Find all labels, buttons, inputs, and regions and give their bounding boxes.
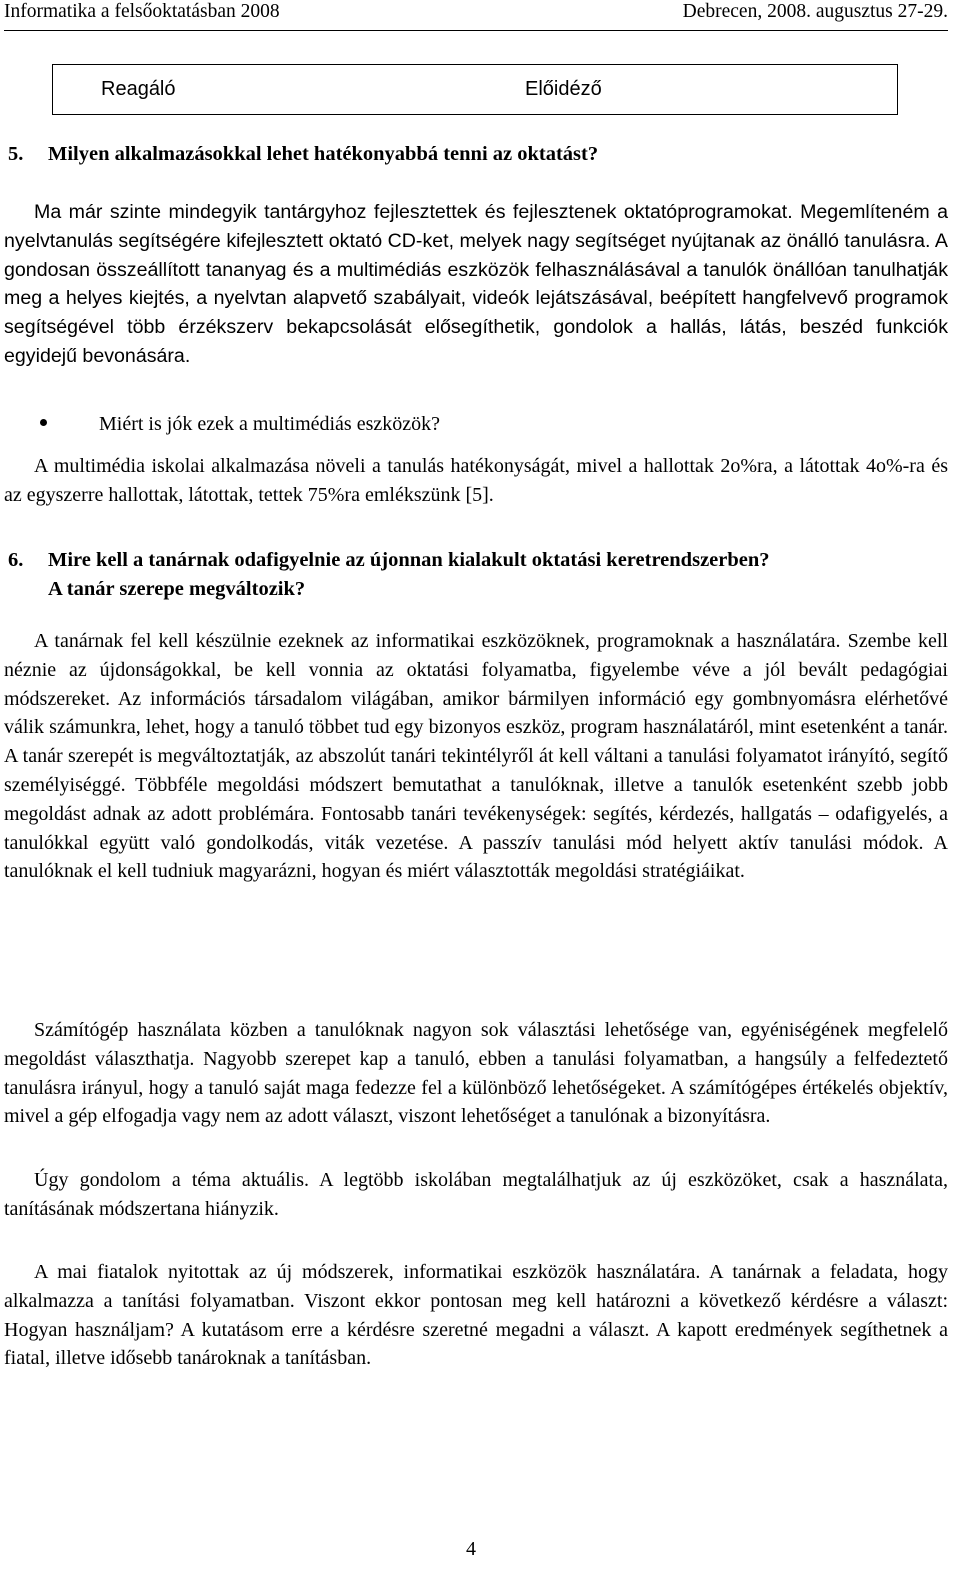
paragraph-computer-use xyxy=(4,1016,948,1131)
paragraph-young-people xyxy=(4,1258,948,1373)
paragraph-topic-relevance xyxy=(4,1166,948,1224)
paragraph-1-part-1: Ma már szinte mindegyik tantárgyhoz fejlesztettek és fejlesztenek oktatóprogramokat. Megemlíteném a nyelvtanulás segítségére kifejlesztett oktató CD-ket, melyek nagy segítséget nyújtanak az önálló tanulásra. xyxy=(4,201,948,252)
paragraph-4-text: Számítógép használata közben a tanulóknak nagyon sok választási lehetősége van, egyéniségének megfelelő megoldást választhatja. Nagyobb szerepet kap a tanuló, ebben a tanulási folyamatban, a hangsúly a felfedeztető tanulásra irányul, hogy a tanuló saját maga fedezze fel a különböző lehetőségeket. A számítógépes értékelés objektív, mivel a gép elfogadja vagy nem az adott választ, viszont lehetőséget a tanulónak a bizonyításra. xyxy=(4,1019,948,1128)
page-header xyxy=(4,0,948,31)
paragraph-6-text: A mai fiatalok nyitottak az új módszerek, informatikai eszközök használatára. A tanárnak a feladata, hogy alkalmazza a tanítási folyamatban. Viszont ekkor pontosan meg kell határozni a következő kérdésre a választ: Hogyan használjam? A kutatásom erre a kérdésre szeretné megadni a választ. A kapott eredmények segíthetnek a fiatal, illetve idősebb tanároknak a tanításban. xyxy=(4,1261,948,1370)
bullet-text: Miért is jók ezek a multimédiás eszközök? xyxy=(99,413,441,435)
question-5-text: Milyen alkalmazásokkal lehet hatékonyabbá tenni az oktatást? xyxy=(48,143,599,165)
paragraph-multimedia-programs xyxy=(4,198,948,371)
table-row xyxy=(52,64,898,115)
bullet-item xyxy=(40,410,440,438)
paragraph-teacher-role xyxy=(4,627,948,886)
table-cell-reagalo: Reagáló xyxy=(101,78,176,100)
paragraph-1-part-2: A gondosan összeállított tananyag és a multimédiás eszközök felhasználásával a tanulók önállóan tanulhatják meg a helyes kiejtés, a nyelvtan alapvető szabályait, videók lejátszásával, beépített hangfelvevő programok segítségével több érzékszerv bekapcsolását elősegíthetik, gondolok a hallás, látás, beszéd funkciók egyidejű bevonására. xyxy=(4,229,948,367)
paragraph-5-text: Úgy gondolom a téma aktuális. A legtöbb iskolában megtalálhatjuk az új eszközöket, csak a használata, tanításának módszertana hiányzik. xyxy=(4,1169,948,1220)
paragraph-2-text: A multimédia iskolai alkalmazása növeli a tanulás hatékonyságát, mivel a hallottak 2o%ra, a látottak 4o%-ra és az egyszerre hallottak, látottak, tettek 75%ra emlékszünk [5]. xyxy=(4,455,948,506)
question-6-number: 6. xyxy=(8,549,24,571)
question-6-line-1: Mire kell a tanárnak odafigyelnie az újonnan kialakult oktatási keretrendszerben? xyxy=(48,549,770,571)
question-5-number: 5. xyxy=(8,143,24,165)
bullet-dot-icon xyxy=(40,419,47,426)
question-5-heading xyxy=(8,140,598,169)
question-6-heading xyxy=(8,546,770,604)
header-location-date: Debrecen, 2008. augusztus 27-29. xyxy=(682,1,948,22)
page-number: 4 xyxy=(466,1538,476,1560)
paragraph-multimedia-effectiveness xyxy=(4,452,948,510)
header-conference-title: Informatika a felsőoktatásban 2008 xyxy=(4,1,280,22)
question-6-line-2: A tanár szerepe megváltozik? xyxy=(48,578,306,600)
table-cell-eloidezo: Előidéző xyxy=(525,78,602,100)
paragraph-3-text: A tanárnak fel kell készülnie ezeknek az informatikai eszközöknek, programoknak a használatára. Szembe kell néznie az újdonságokkal, be kell vonnia az oktatási folyamatba, figyelembe véve a jól bevált pedagógiai módszereket. Az információs társadalom világában, amikor bármilyen információ egy gombnyomásra elérhetővé válik számunkra, lehet, hogy a tanuló többet tud egy bizonyos eszköz, program használatáról, mint esetenként a tanár. A tanár szerepét is megváltoztatják, az abszolút tanári tekintélyről át kell váltani a tanulási folyamatot irányító, segítő személyiséggé. Többféle megoldási módszert bemutathat a tanulóknak, illetve a tanulók esetenként szebb jobb megoldást adnak az adott problémára. Fontosabb tanári tevékenységek: segítés, kérdezés, hallgatás – odafigyelés, a tanulókkal együtt való gondolkodás, viták vezetése. A passzív tanulási mód helyett aktív tanulási módok. A tanulóknak el kell tudniuk magyarázni, hogyan és miért választották megoldási stratégiáikat. xyxy=(4,630,948,883)
